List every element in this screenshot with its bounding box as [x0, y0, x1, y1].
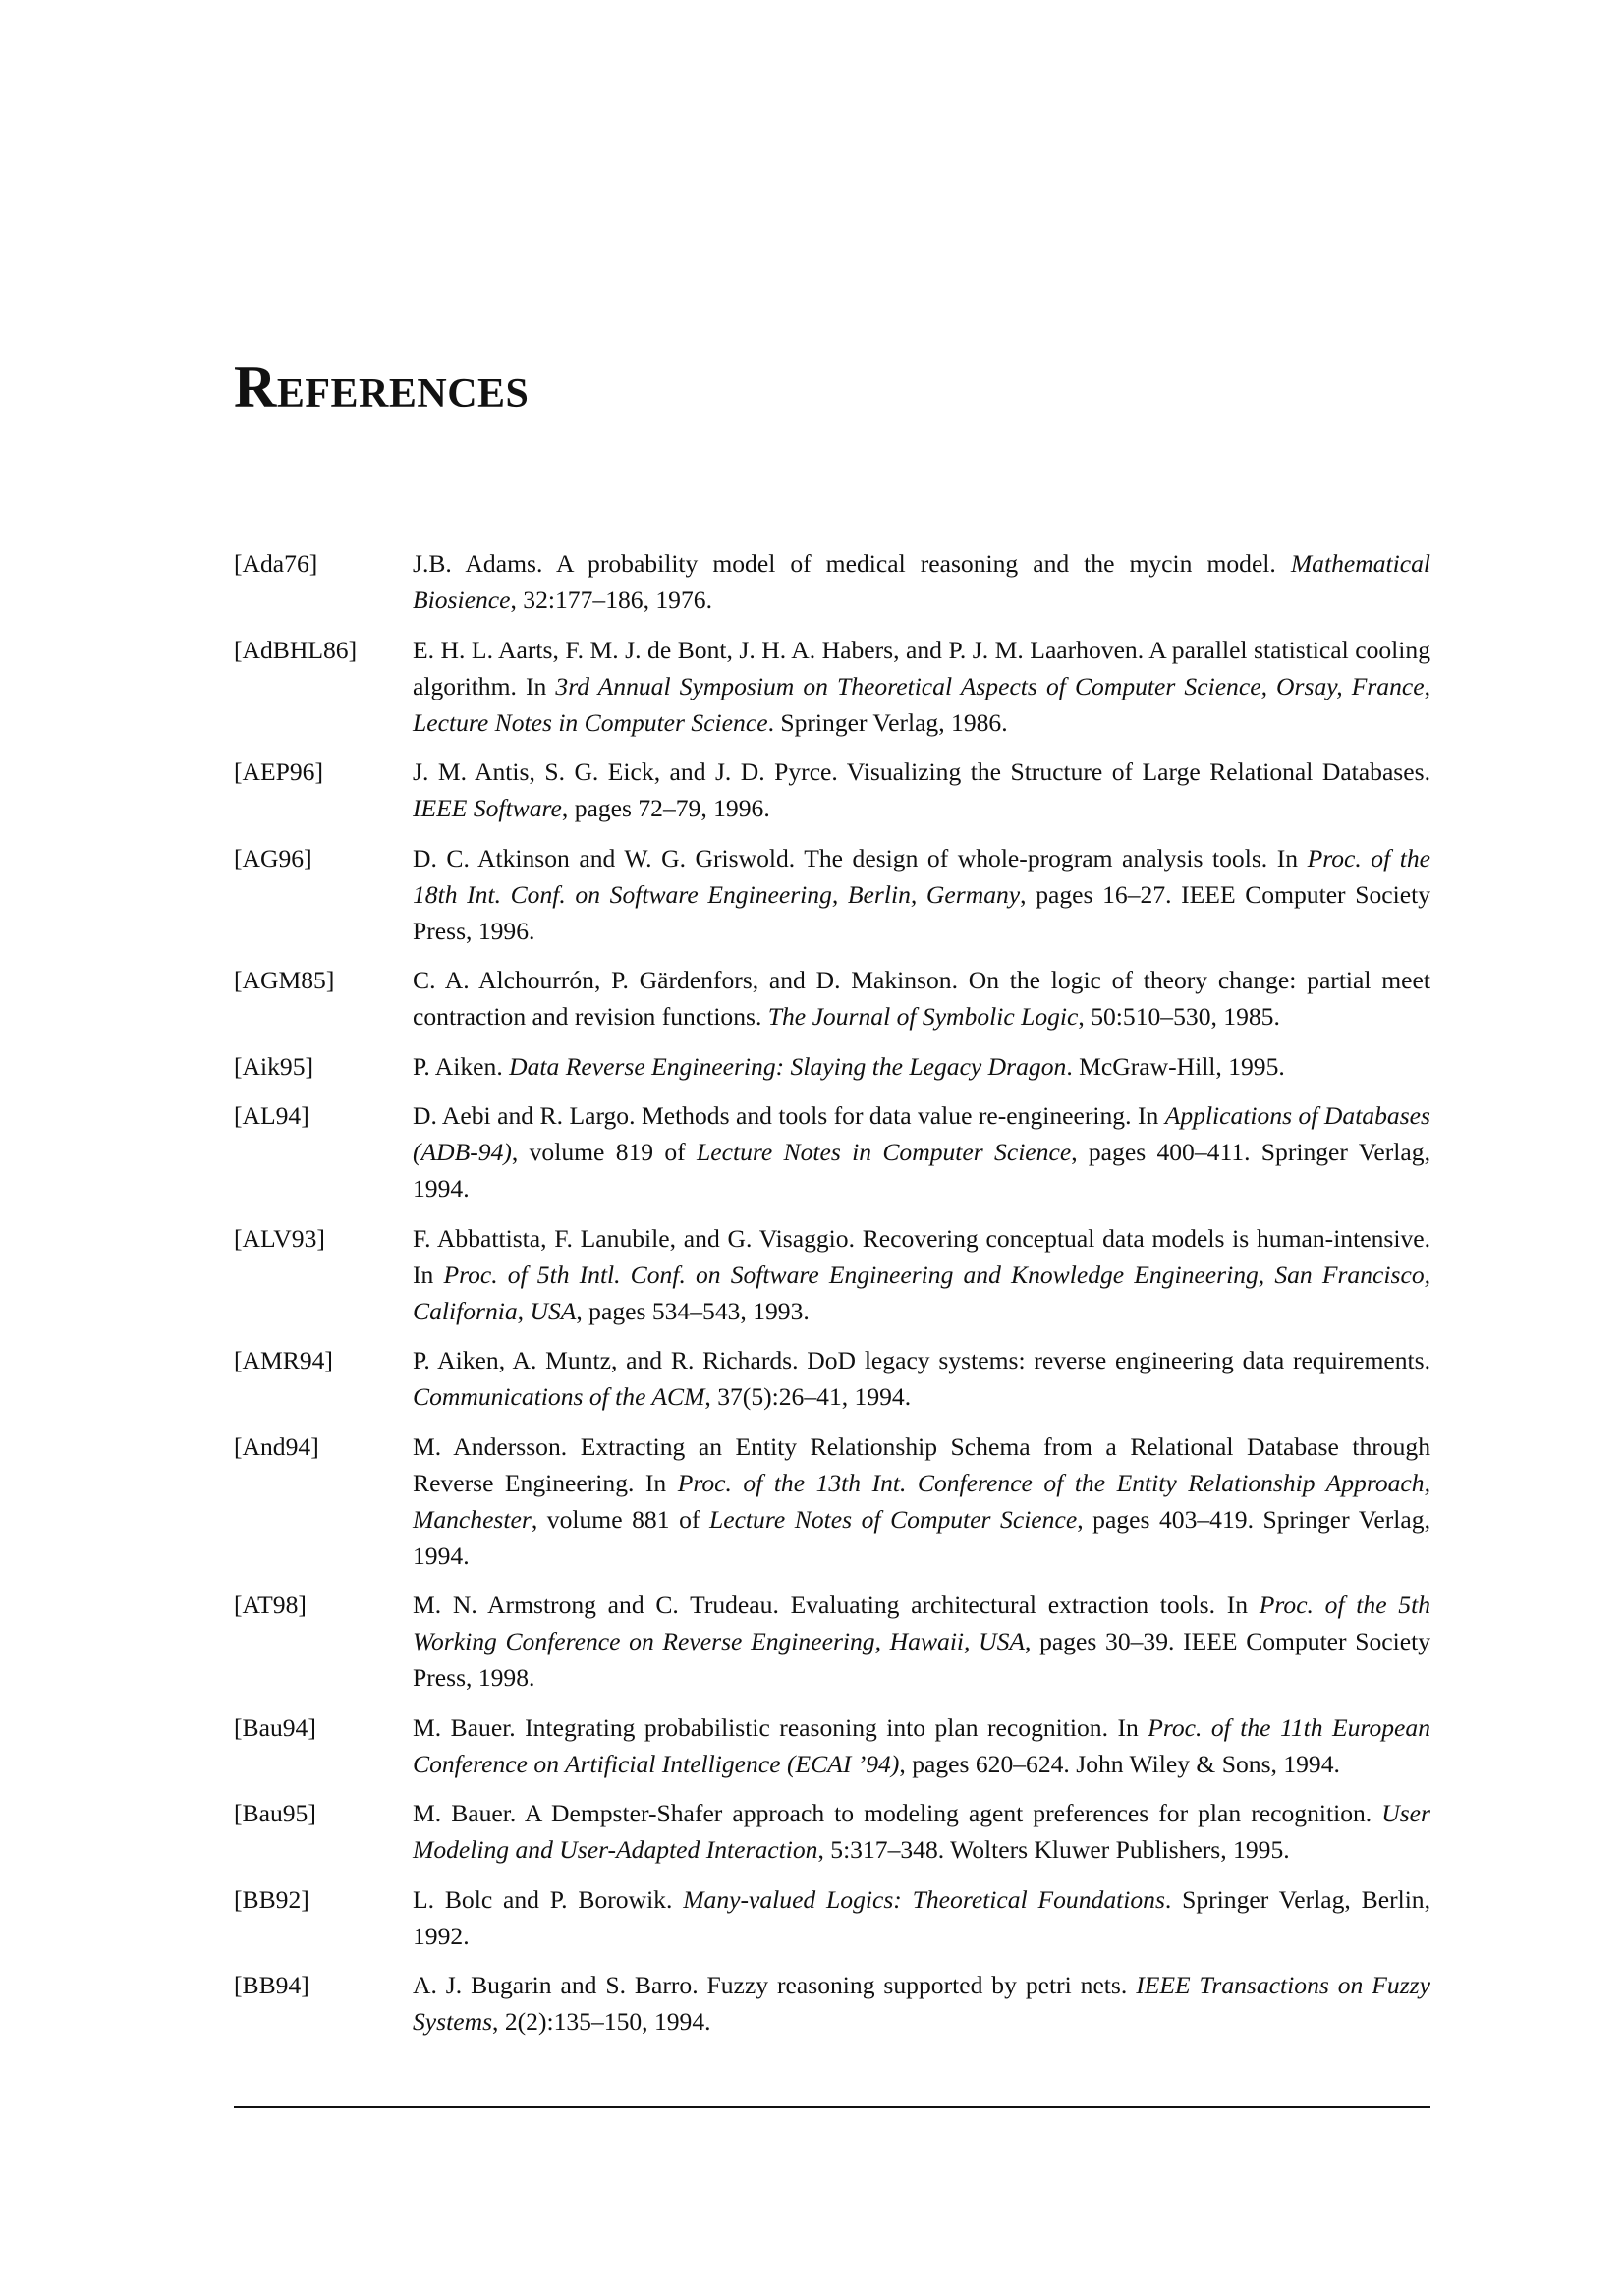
reference-segment: M. Andersson. Extracting an Entity Relationship Schema from a Relational Database through Reverse Engineering. In	[413, 1431, 1430, 1497]
reference-key: [ALV93]	[234, 1223, 325, 1253]
reference-entry	[234, 1881, 1430, 1954]
reference-segment: . Springer Verlag, 1986.	[767, 707, 1008, 737]
reference-segment: , pages 16–27. IEEE Computer Society Press, 1996.	[413, 879, 1430, 945]
reference-segment: , pages 403–419. Springer Verlag, 1994.	[413, 1504, 1430, 1570]
reference-italic-segment: Many-valued Logics: Theoretical Foundations	[683, 1884, 1165, 1914]
reference-key: [Bau95]	[234, 1799, 316, 1827]
reference-entry	[234, 1220, 1430, 1329]
reference-text	[413, 1709, 1430, 1782]
reference-segment: A. J. Bugarin and S. Barro. Fuzzy reasoning supported by petri nets.	[413, 1971, 1137, 1999]
reference-segment: . Springer Verlag, Berlin, 1992.	[413, 1884, 1431, 1950]
reference-italic-segment: Lecture Notes in Computer Science	[413, 707, 768, 737]
reference-key: [Bau94]	[234, 1712, 316, 1742]
reference-italic-segment: Communications of the ACM	[413, 1382, 705, 1411]
reference-segment: J. M. Antis, S. G. Eick, and J. D. Pyrce. Visualizing the Structure of Large Relational Databases.	[413, 757, 1430, 786]
reference-segment: J.B. Adams. A probability model of medical reasoning and the mycin model.	[413, 549, 1291, 578]
reference-italic-segment: 3rd Annual Symposium on Theoretical Aspects of Computer Science, Orsay, France	[555, 671, 1425, 700]
reference-text	[413, 632, 1430, 741]
reference-italic-segment: Data Reverse Engineering: Slaying the Legacy Dragon	[509, 1051, 1067, 1081]
reference-segment: , pages 30–39. IEEE Computer Society Press, 1998.	[413, 1627, 1430, 1692]
reference-key: [BB92]	[234, 1884, 309, 1914]
reference-segment: D. C. Atkinson and W. G. Griswold. The design of whole-program analysis tools. In	[413, 843, 1308, 872]
reference-text	[413, 1220, 1430, 1329]
reference-segment: , 32:177–186, 1976.	[510, 586, 712, 614]
reference-key: [AMR94]	[234, 1346, 333, 1374]
reference-italic-segment: Applications of Databases (ADB-94)	[413, 1101, 1430, 1166]
reference-text	[413, 1048, 1430, 1085]
reference-segment: C. A. Alchourrón, P. Gärdenfors, and D. Makinson. On the logic of theory change: partial meet contraction and revision functions.	[413, 966, 1430, 1031]
reference-entry	[234, 754, 1430, 826]
reference-entry	[234, 632, 1430, 741]
reference-entry	[234, 1967, 1430, 2040]
reference-segment: , 50:510–530, 1985.	[1078, 1002, 1280, 1031]
reference-segment: , pages 620–624. John Wiley & Sons, 1994.	[899, 1749, 1340, 1778]
reference-entry	[234, 1097, 1430, 1206]
reference-segment: F. Abbattista, F. Lanubile, and G. Visaggio. Recovering conceptual data models is human-intensive. In	[413, 1223, 1430, 1289]
footer-rule	[234, 2106, 1430, 2108]
reference-text	[413, 1587, 1430, 1696]
reference-entry	[234, 1709, 1430, 1782]
reference-segment: , volume 881 of	[531, 1504, 709, 1534]
reference-key: [AEP96]	[234, 757, 323, 786]
reference-key: [BB94]	[234, 1971, 309, 1999]
reference-segment: P. Aiken.	[413, 1051, 510, 1081]
reference-italic-segment: Proc. of the 11th European Conference on Artificial Intelligence (ECAI ’94)	[413, 1712, 1430, 1778]
reference-text	[413, 545, 1430, 618]
reference-segment: , pages 72–79, 1996.	[561, 794, 770, 822]
reference-segment: ,	[1424, 671, 1431, 700]
reference-entry	[234, 1587, 1430, 1696]
reference-italic-segment: IEEE Transactions on Fuzzy Systems	[413, 1971, 1430, 2036]
reference-text	[413, 1967, 1430, 2040]
reference-segment: E. H. L. Aarts, F. M. J. de Bont, J. H. A. Habers, and P. J. M. Laarhoven. A parallel statistical cooling algorithm. In	[413, 635, 1430, 700]
reference-text	[413, 754, 1430, 826]
reference-text	[413, 840, 1430, 949]
reference-italic-segment: The Journal of Symbolic Logic	[767, 1002, 1079, 1031]
reference-segment: L. Bolc and P. Borowik.	[413, 1884, 684, 1914]
reference-entry	[234, 1048, 1430, 1085]
reference-segment: M. N. Armstrong and C. Trudeau. Evaluating architectural extraction tools. In	[413, 1591, 1260, 1619]
reference-segment: M. Bauer. A Dempster-Shafer approach to modeling agent preferences for plan recognition.	[413, 1799, 1382, 1827]
reference-text	[413, 1097, 1430, 1206]
reference-entry	[234, 545, 1430, 618]
reference-segment: , 2(2):135–150, 1994.	[492, 2007, 711, 2036]
reference-text	[413, 962, 1430, 1035]
reference-segment: , 37(5):26–41, 1994.	[704, 1382, 912, 1411]
reference-entry	[234, 962, 1430, 1035]
reference-entry	[234, 1342, 1430, 1415]
reference-segment: . McGraw-Hill, 1995.	[1066, 1051, 1285, 1081]
reference-italic-segment: Proc. of the 13th Int. Conference of the Entity Relationship Approach, Manchester	[413, 1468, 1430, 1534]
reference-key: [And94]	[234, 1431, 319, 1461]
reference-italic-segment: User Modeling and User-Adapted Interaction	[413, 1799, 1430, 1864]
page-title: References	[234, 355, 530, 420]
reference-segment: P. Aiken, A. Muntz, and R. Richards. DoD legacy systems: reverse engineering data requirements.	[413, 1346, 1430, 1374]
reference-list	[234, 545, 1430, 2053]
reference-italic-segment: Lecture Notes of Computer Science	[708, 1504, 1078, 1534]
reference-italic-segment: Mathematical Biosience	[413, 549, 1430, 614]
reference-key: [AG96]	[234, 843, 312, 872]
reference-segment: , volume 819 of	[511, 1138, 698, 1166]
reference-entry	[234, 1428, 1430, 1574]
reference-italic-segment: Proc. of 5th Intl. Conf. on Software Engineering and Knowledge Engineering, San Francisco, California, USA	[413, 1259, 1431, 1325]
reference-entry	[234, 1795, 1430, 1868]
reference-segment: , 5:317–348. Wolters Kluwer Publishers, 1995.	[817, 1835, 1290, 1864]
reference-entry	[234, 840, 1430, 949]
reference-text	[413, 1342, 1430, 1415]
reference-key: [AdBHL86]	[234, 635, 358, 664]
reference-segment: M. Bauer. Integrating probabilistic reasoning into plan recognition. In	[413, 1712, 1148, 1742]
reference-text	[413, 1881, 1430, 1954]
reference-segment: , pages 534–543, 1993.	[576, 1296, 810, 1325]
reference-italic-segment: Proc. of the 18th Int. Conf. on Software Engineering, Berlin, Germany	[413, 843, 1431, 909]
reference-segment: D. Aebi and R. Largo. Methods and tools for data value re-engineering. In	[413, 1101, 1165, 1130]
reference-text	[413, 1428, 1430, 1574]
reference-key: [AT98]	[234, 1591, 307, 1619]
reference-key: [AL94]	[234, 1101, 309, 1130]
reference-italic-segment: IEEE Software	[413, 794, 562, 822]
reference-italic-segment: Proc. of the 5th Working Conference on Reverse Engineering, Hawaii, USA	[413, 1591, 1430, 1655]
reference-segment: , pages 400–411. Springer Verlag, 1994.	[413, 1138, 1430, 1203]
reference-key: [Aik95]	[234, 1051, 314, 1081]
reference-italic-segment: Lecture Notes in Computer Science	[697, 1138, 1072, 1166]
reference-key: [Ada76]	[234, 549, 318, 578]
reference-text	[413, 1795, 1430, 1868]
reference-key: [AGM85]	[234, 966, 335, 994]
